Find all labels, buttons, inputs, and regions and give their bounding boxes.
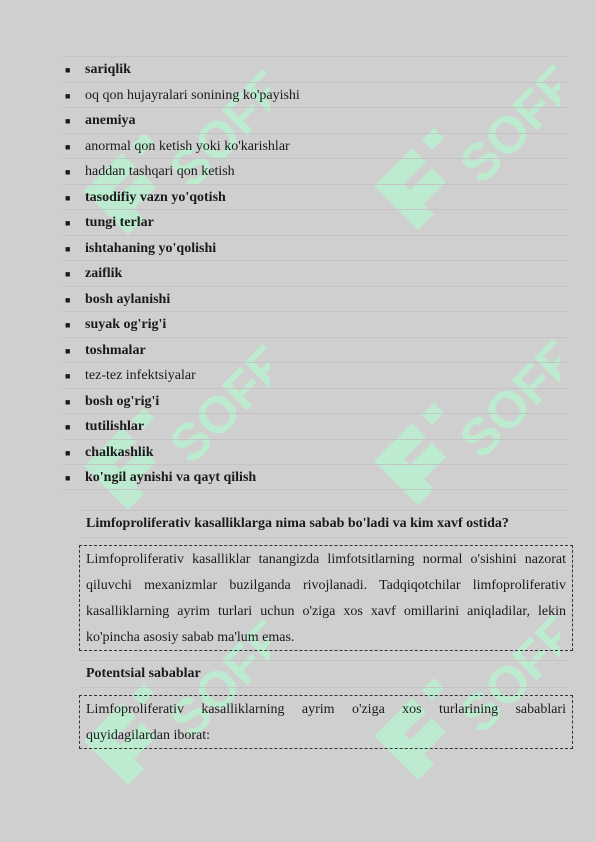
list-item bbox=[62, 362, 568, 388]
watermark-text: SOFF bbox=[448, 65, 560, 195]
bullet-icon: ■ bbox=[65, 422, 71, 432]
list-item-text: sariqlik bbox=[85, 62, 131, 77]
watermark-text: SOFF bbox=[158, 70, 270, 200]
watermark-text: SOFF bbox=[158, 620, 270, 750]
paragraph-potential-causes: Limfoproliferativ kasalliklarning ayrim o'ziga xos turlarining sabablari quyidagilardan iborat: bbox=[79, 695, 573, 749]
list-item bbox=[62, 337, 568, 363]
list-item-text: bosh aylanishi bbox=[85, 291, 171, 307]
list-item bbox=[62, 209, 568, 235]
list-item bbox=[62, 439, 568, 465]
bullet-icon: ■ bbox=[65, 269, 71, 279]
bullet-icon: ■ bbox=[65, 65, 71, 75]
list-item-text: suyak og'rig'i bbox=[85, 317, 167, 332]
bullet-icon: ■ bbox=[65, 396, 71, 407]
bullet-icon: ■ bbox=[65, 116, 71, 126]
watermark-text: SOFF bbox=[158, 345, 270, 475]
list-item-text: haddan tashqari qon ketish bbox=[85, 164, 235, 179]
list-item bbox=[62, 286, 568, 312]
section-heading-potential-causes: Potentsial sabablar bbox=[80, 660, 568, 688]
list-item bbox=[62, 260, 568, 286]
list-item-text: toshmalar bbox=[85, 342, 146, 358]
list-item-text: chalkashlik bbox=[85, 444, 154, 460]
list-item-text: tez-tez infektsiyalar bbox=[85, 368, 196, 383]
list-item-text: tutilishlar bbox=[85, 419, 145, 434]
list-item bbox=[62, 107, 568, 133]
bullet-icon: ■ bbox=[65, 167, 71, 177]
list-item bbox=[62, 413, 568, 439]
list-item bbox=[62, 56, 568, 82]
list-item bbox=[62, 311, 568, 337]
list-item bbox=[62, 82, 568, 108]
list-item-text: bosh og'rig'i bbox=[85, 393, 160, 409]
list-item-text: ko'ngil aynishi va qayt qilish bbox=[85, 470, 257, 485]
list-item-text: oq qon hujayralari sonining ko'payishi bbox=[85, 87, 300, 103]
list-item bbox=[62, 235, 568, 261]
section-heading-causes: Limfoproliferativ kasalliklarga nima sabab bo'ladi va kim xavf ostida? bbox=[80, 510, 568, 538]
bullet-icon: ■ bbox=[65, 294, 71, 305]
list-item-text: tungi terlar bbox=[85, 215, 154, 230]
list-item-text: ishtahaning yo'qolishi bbox=[85, 240, 217, 256]
list-item-text: anormal qon ketish yoki ko'karishlar bbox=[85, 138, 290, 154]
bullet-icon: ■ bbox=[65, 243, 71, 254]
list-item bbox=[62, 184, 568, 210]
list-item-text: anemiya bbox=[85, 113, 136, 128]
watermark-text: SOFF bbox=[448, 615, 560, 745]
paragraph-causes: Limfoproliferativ kasalliklar tanangizda limfotsitlarning normal o'sishini nazorat qiluvchi mexanizmlar buzilganda rivojlanadi. Tadqiqotchilar limfoproliferativ kasalliklarning ayrim turlari uchun o'ziga xos xavf omillarini aniqladilar, lekin ko'pincha asosiy sabab ma'lum emas. bbox=[79, 545, 573, 651]
list-item-text: tasodifiy vazn yo'qotish bbox=[85, 189, 226, 205]
list-item bbox=[62, 133, 568, 159]
bullet-icon: ■ bbox=[65, 345, 71, 356]
symptom-list bbox=[62, 56, 568, 490]
watermark-text: SOFF bbox=[448, 340, 560, 470]
bullet-icon: ■ bbox=[65, 218, 71, 228]
bullet-icon: ■ bbox=[65, 192, 71, 203]
bullet-icon: ■ bbox=[65, 447, 71, 458]
bullet-icon: ■ bbox=[65, 320, 71, 330]
list-item bbox=[62, 388, 568, 414]
bullet-icon: ■ bbox=[65, 90, 71, 101]
list-item bbox=[62, 158, 568, 184]
bullet-icon: ■ bbox=[65, 141, 71, 152]
list-item-text: zaiflik bbox=[85, 266, 123, 281]
bullet-icon: ■ bbox=[65, 473, 71, 483]
bullet-icon: ■ bbox=[65, 371, 71, 381]
list-item bbox=[62, 464, 568, 490]
